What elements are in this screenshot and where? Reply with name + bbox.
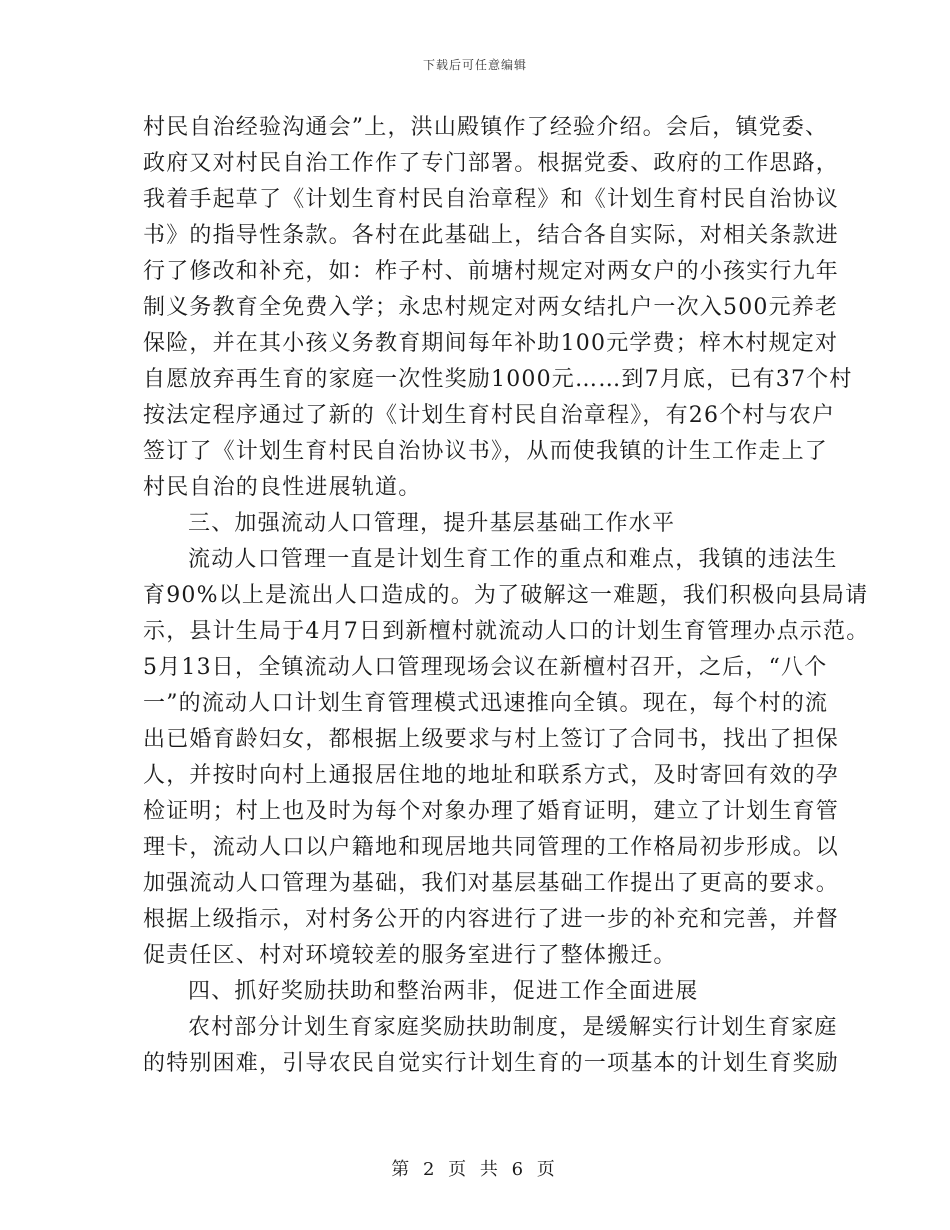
- text-line: 农村部分计划生育家庭奖励扶助制度，是缓解实行计划生育家庭: [188, 1015, 838, 1040]
- text-line: 5月13日，全镇流动人口管理现场会议在新檀村召开，之后，“八个: [143, 655, 828, 680]
- text-line: 自愿放弃再生育的家庭一次性奖励1000元……到7月底，已有37个村: [143, 367, 853, 392]
- text-line: 人，并按时向村上通报居住地的地址和联系方式，及时寄回有效的孕: [143, 763, 840, 788]
- section-heading: 三、加强流动人口管理，提升基层基础工作水平: [188, 511, 676, 536]
- text-line: 村民自治的良性进展轨道。: [143, 475, 422, 500]
- text-line: 按法定程序通过了新的《计划生育村民自治章程》，有26个村与农户: [143, 403, 836, 428]
- text-line: 检证明；村上也及时为每个对象办理了婚育证明，建立了计划生育管: [143, 799, 840, 824]
- text-line: 村民自治经验沟通会”上，洪山殿镇作了经验介绍。会后，镇党委、: [143, 115, 829, 140]
- page-number-footer: 第 2 页 共 6 页: [391, 1159, 559, 1180]
- text-line: 的特别困难，引导农民自觉实行计划生育的一项基本的计划生育奖励: [143, 1051, 840, 1076]
- text-line: 保险，并在其小孩义务教育期间每年补助100元学费；梓木村规定对: [143, 331, 839, 356]
- text-line: 出已婚育龄妇女，都根据上级要求与村上签订了合同书，找出了担保: [143, 727, 840, 752]
- text-line: 一”的流动人口计划生育管理模式迅速推向全镇。现在，每个村的流: [143, 691, 829, 716]
- text-line: 签订了《计划生育村民自治协议书》，从而使我镇的计生工作走上了: [143, 439, 829, 464]
- text-line: 我着手起草了《计划生育村民自治章程》和《计划生育村民自治协议: [143, 187, 840, 212]
- page-header: 下载后可任意编辑: [422, 58, 527, 72]
- text-line: 促责任区、村对环境较差的服务室进行了整体搬迁。: [143, 943, 677, 968]
- text-line: 育90%以上是流出人口造成的。为了破解这一难题，我们积极向县局请: [143, 583, 869, 608]
- text-line: 理卡，流动人口以户籍地和现居地共同管理的工作格局初步形成。以: [143, 835, 840, 860]
- text-line: 书》的指导性条款。各村在此基础上，结合各自实际，对相关条款进: [143, 223, 840, 248]
- text-line: 流动人口管理一直是计划生育工作的重点和难点，我镇的违法生: [188, 547, 838, 572]
- text-line: 政府又对村民自治工作作了专门部署。根据党委、政府的工作思路，: [143, 151, 840, 176]
- text-line: 根据上级指示，对村务公开的内容进行了进一步的补充和完善，并督: [143, 907, 840, 932]
- text-line: 行了修改和补充，如：柞子村、前塘村规定对两女户的小孩实行九年: [143, 259, 840, 284]
- section-heading: 四、抓好奖励扶助和整治两非，促进工作全面进展: [188, 979, 699, 1004]
- text-line: 制义务教育全免费入学；永忠村规定对两女结扎户一次入500元养老: [143, 295, 839, 320]
- text-line: 示，县计生局于4月7日到新檀村就流动人口的计划生育管理办点示范。: [143, 619, 870, 644]
- text-line: 加强流动人口管理为基础，我们对基层基础工作提出了更高的要求。: [143, 871, 840, 896]
